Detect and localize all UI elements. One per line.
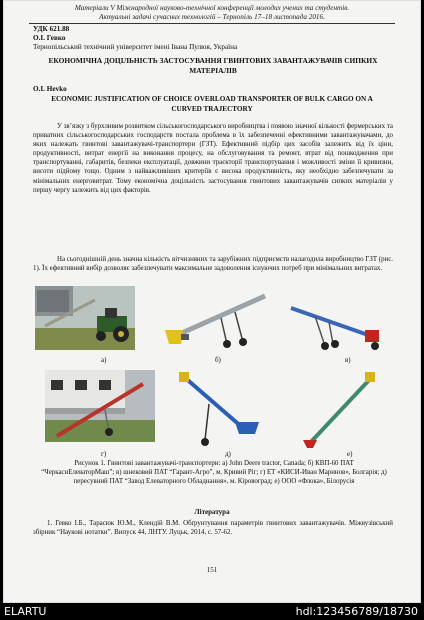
header-line-1: Матеріали V Міжнародної науково-технічної конференції молодих учених та студентів. [74,4,350,12]
repository-name: ELARTU [4,605,47,618]
document-page [3,0,421,603]
author-ua: О.І. Гевко [33,34,66,42]
title-ua: ЕКОНОМІЧНА ДОЦІЛЬНІСТЬ ЗАСТОСУВАННЯ ГВИНТОВИХ ЗАВАНТАЖУВАЧІВ СИПКИХ МАТЕРІАЛІВ [48,56,378,75]
figure-label-b: б) [215,356,221,364]
figure-label-c: в) [345,356,351,364]
paragraph-1: У зв’язку з бурхливим розвитком сільськогосподарського виробництва і появою значної кількості фермерських та приватних сільськогосподарських господарств постала проблема в їх забезпеченні ефективними завантажувачами, до яких належать гвинтові завантажувачі-транспортери (ГЗТ). Ефективний підбір цих засобів залежить від їх ціни, продуктивності, витрат енергії на виконання процесу, на обслуговування та ремонт, втрат від пошкодження при транспортуванні, габаритів, безпеки експлуатації, довжини траєкторії транспортування і можливості зміни її кривизни, висоти підйому тощо. Одним з найважливіших критеріїв є висока продуктивність, яку необхідно забезпечувати за мінімальних енерговитрат. Тому економічна доцільність застосування гвинтових завантажувачів сипких матеріалів у першу чергу залежить від цих факторів. [33,123,393,194]
paragraph-2: На сьогоднішній день значна кількість вітчизняних та зарубіжних підприємств налагодила виробництво ГЗТ (рис. 1). Їх ефективний вибір дозволяє забезпечувати максимальне задоволення існуючих потреб при мінімальних витратах. [33,256,394,273]
title-en: ECONOMIC JUSTIFICATION OF CHOICE OVERLOAD TRANSPORTER OF BULK CARGO ON A CURVED TRAJECTORY [51,95,373,113]
header-line-2: Актуальні задачі сучасних технологій – Тернопіль 17–18 листопада 2016. [99,13,325,21]
page-number: 151 [206,566,218,574]
figure-photo-a [35,286,135,350]
header-divider [29,23,395,24]
running-header [31,4,393,22]
figure-caption: Рисунок 1. Гвинтові завантажувачі-транспортери: а) John Deere tractor, Canada; б) КВП-60 ПАТ “ЧеркасиЕлеваторМаш”; в) шнековий ПАТ “Гарант-Агро”, м. Кривий Ріг; г) ЕТ «КИСИ-Иван Маринов», Болгарія; д) пересувний ПАТ “Завод Елеваторного Обладнання», м. Кіровоград; е) ООО «Флока», Білорусія [41,460,387,486]
viewer-footer-bar [0,603,424,620]
figure-photo-c [285,286,389,352]
reference-item: 1. Гевко І.Б., Тарасюк Ю.М., Клендій В.М. Обґрунтування параметрів гвинтових завантажувачів. Міжвузівський збірник “Наукові нотатки”. Випуск 44, ЛНТУ. Луцьк, 2014, с. 57-62. [33,520,393,537]
handle-id[interactable]: hdl:123456789/18730 [295,605,418,618]
figure-photo-b [161,286,269,350]
author-en: O.I. Hevko [33,85,67,93]
figure-photo-f [295,370,385,450]
figure-label-f: е) [347,450,353,458]
affiliation: Тернопільський технічний університет імені Івана Пулюя, Україна [33,43,238,51]
figure-photo-e [179,370,275,450]
figure-label-d: г) [101,450,107,458]
figure-photo-d [45,370,155,442]
figure-label-a: а) [101,356,107,364]
literature-heading: Література [194,508,230,516]
figure-label-e: д) [225,450,231,458]
udc-code: УДК 621.88 [33,25,70,33]
